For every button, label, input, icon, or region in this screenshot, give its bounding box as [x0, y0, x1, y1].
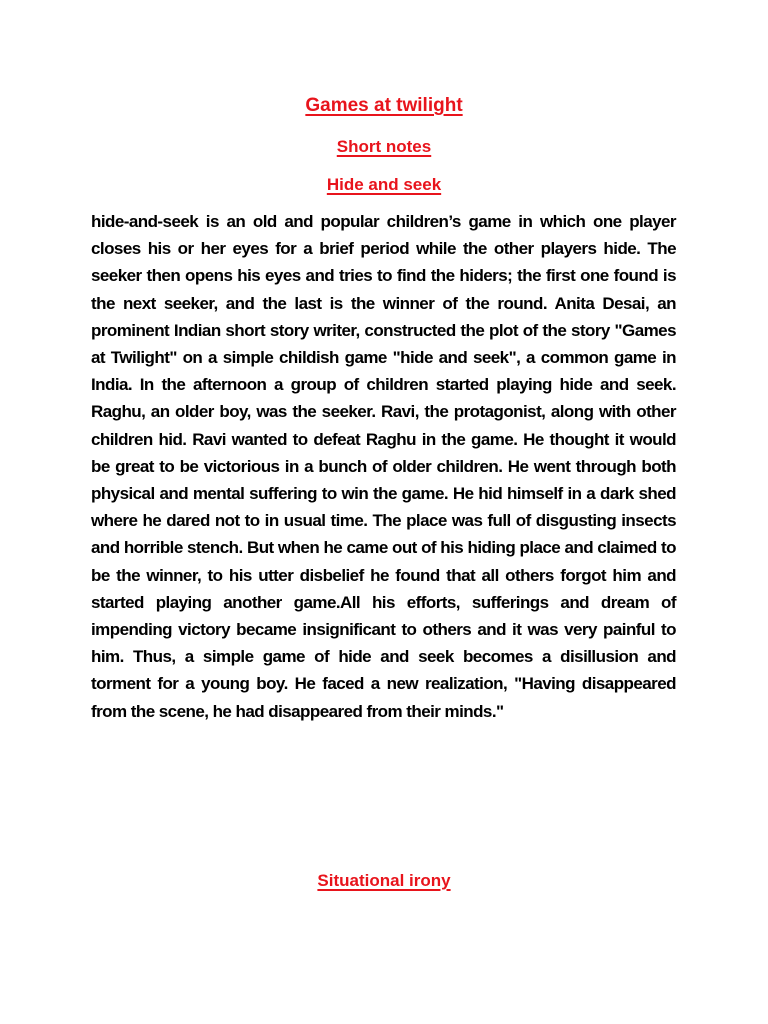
body-paragraph: hide-and-seek is an old and popular children’s game in which one player closes his or her eyes for a brief period while the other players hide. The seeker then opens his eyes and tries to find the hiders; the first one found is the next seeker, and the last is the winner of the round. Anita Desai, an prominent Indian short story writer, constructed the plot of the story "Games at Twilight" on a simple childish game "hide and seek", a common game in India. In the afternoon a group of children started playing hide and seek. Raghu, an older boy, was the seeker. Ravi, the protagonist, along with other children hid. Ravi wanted to defeat Raghu in the game. He thought it would be great to be victorious in a bunch of older children. He went through both physical and mental suffering to win the game. He hid himself in a dark shed where he dared not to in usual time. The place was full of disgusting insects and horrible stench. But when he came out of his hiding place and claimed to be the winner, to his utter disbelief he found that all others forgot him and started playing another game.All his efforts, sufferings and dream of impending victory became insignificant to others and it was very painful to him. Thus, a simple game of hide and seek becomes a disillusion and torment for a young boy. He faced a new realization, "Having disappeared from the scene, he had disappeared from their minds."	[91, 212, 676, 721]
section-heading-hide-and-seek: Hide and seek	[326, 175, 442, 194]
document-subtitle: Short notes	[336, 137, 432, 156]
document-title: Games at twilight	[305, 95, 463, 116]
section-heading-situational-irony: Situational irony	[317, 871, 451, 890]
